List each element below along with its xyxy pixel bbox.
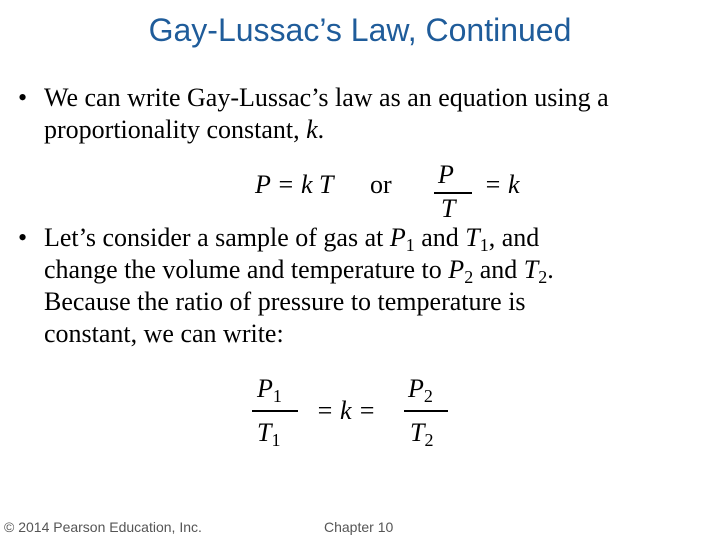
copyright-footer: © 2014 Pearson Education, Inc. xyxy=(4,519,202,535)
bullet-marker: • xyxy=(18,223,28,252)
fraction1-numerator: $P_1$ xyxy=(257,374,282,406)
fraction-denominator: T xyxy=(441,194,456,223)
bullet-ratio xyxy=(18,222,688,350)
fraction-numerator: P xyxy=(438,160,454,189)
bullet-line: Because the ratio of pressure to temperature is xyxy=(44,287,526,316)
slide-title: Gay-Lussac’s Law, Continued xyxy=(148,12,572,48)
fraction2-bar xyxy=(404,410,448,412)
bullet-marker: • xyxy=(18,83,28,112)
fraction1-bar xyxy=(252,410,298,412)
bullet-text: We can write Gay-Lussac’s law as an equation using a proportionality constant, k. xyxy=(44,83,609,144)
equation-rhs: = k xyxy=(484,170,520,199)
chapter-footer: Chapter 10 xyxy=(324,519,394,535)
bullet-proportionality xyxy=(18,82,688,146)
fraction2-denominator: $T_2$ xyxy=(410,418,434,450)
bullet-text xyxy=(44,222,688,350)
equation-lhs: P = k T xyxy=(255,170,334,199)
constant-k: k xyxy=(306,115,318,144)
bullet-line: constant, we can write: xyxy=(44,319,284,348)
equation-middle: = k = xyxy=(316,396,376,425)
fraction2-numerator: $P_2$ xyxy=(408,374,433,406)
fraction1-denominator: $T_1$ xyxy=(257,418,281,450)
bullet-line: change the volume and temperature to $P_2$ and $T_2$. xyxy=(44,255,554,287)
equation-or: or xyxy=(370,170,392,199)
bullet-line: Let’s consider a sample of gas at $P_1$ and $T_1$, and xyxy=(44,223,540,255)
